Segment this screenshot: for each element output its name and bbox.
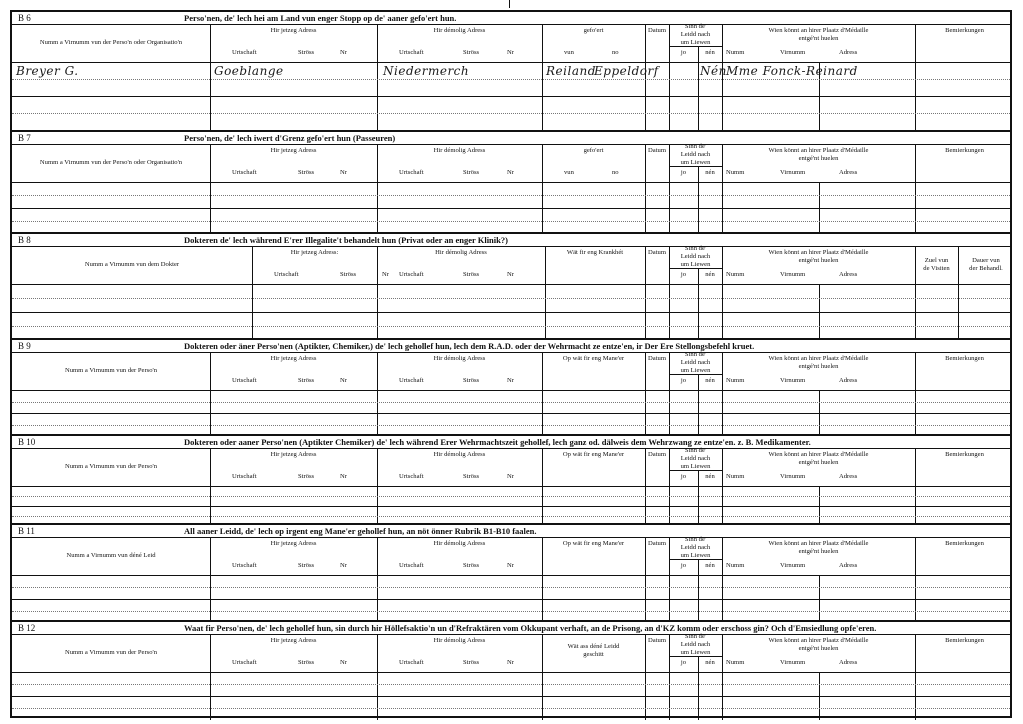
column-divider xyxy=(210,352,211,436)
remarks-header: Bemierkungen xyxy=(945,637,984,644)
column-divider xyxy=(377,24,378,130)
recipient-firstname-label: Virnumm xyxy=(780,271,806,278)
yes-label: jo xyxy=(680,562,687,569)
yes-label: jo xyxy=(680,659,687,666)
date-header: Datum xyxy=(648,249,666,256)
recipient-address-label: Adress xyxy=(839,49,858,56)
former-address-header: Hir démolig Adress xyxy=(433,355,486,362)
recipient-address-label: Adress xyxy=(839,473,858,480)
section-title: Perso'nen, de' lech iwert d'Grenz gefo'ert hun (Passeuren) xyxy=(184,133,396,143)
jo-nen-divider xyxy=(698,268,699,340)
medal-recipient-header-line2: entgé'nt huelen xyxy=(798,257,839,264)
former-street-label: Ströss xyxy=(463,271,480,278)
medal-recipient-header-line1: Wien könnt an hirer Plaatz d'Médaille xyxy=(768,147,869,154)
former-locality-label: Urtschaft xyxy=(399,169,424,176)
medal-recipient-header-line1: Wien könnt an hirer Plaatz d'Médaille xyxy=(768,249,869,256)
recipient-firstname-label: Virnumm xyxy=(780,659,806,666)
date-header: Datum xyxy=(648,451,666,458)
column-divider xyxy=(722,537,723,622)
section-code: B 8 xyxy=(18,235,31,245)
medal-recipient-header-line1: Wien könnt an hirer Plaatz d'Médaille xyxy=(768,637,869,644)
medal-recipient-header-line2: entgé'nt huelen xyxy=(798,363,839,370)
current-locality-label: Urtschaft xyxy=(232,659,257,666)
from-label: vun xyxy=(564,169,574,176)
medal-recipient-header-line1: Wien könnt an hirer Plaatz d'Médaille xyxy=(768,451,869,458)
recipient-name-label: Numm xyxy=(726,271,745,278)
entry-dotted-line xyxy=(12,113,1010,114)
current-locality-label: Urtschaft xyxy=(274,271,299,278)
handwritten-medal-recipient: Mme Fonck-Reinard xyxy=(726,64,858,78)
top-tick-mark xyxy=(509,0,510,8)
column-divider xyxy=(669,537,670,622)
handwritten-no-mark: Nén xyxy=(700,64,727,78)
column-divider xyxy=(210,448,211,525)
former-number-label: Nr xyxy=(507,659,514,666)
former-street-label: Ströss xyxy=(463,169,480,176)
recipient-firstname-label: Virnumm xyxy=(780,562,806,569)
special-column-header-line1: Wät ass déné Leidd xyxy=(567,643,620,650)
section-b-8 xyxy=(12,232,1010,340)
section-code: B 6 xyxy=(18,13,31,23)
column-header-row xyxy=(12,448,1010,487)
section-title: Dokteren oder äner Perso'nen (Aptikter, Chemiker,) de' lech gehollef hun, lech dem R.A.D. oder der Wehrmacht ze entze'en, ir Der Ere Stellongsbefehl kruet. xyxy=(184,341,755,351)
current-street-label: Ströss xyxy=(298,473,315,480)
current-number-label: Nr xyxy=(382,271,389,278)
section-title: Dokteren oder aaner Perso'nen (Aptikter Chemiker) de' lech während Erer Wehrmachtszeit gehollef, lech ganz od. dälweis dem Wehrzwang ze entze'en. z. B. Medikamenter. xyxy=(184,437,811,447)
current-number-label: Nr xyxy=(340,562,347,569)
current-number-label: Nr xyxy=(340,49,347,56)
alive-header-line3: um Liewen xyxy=(680,261,711,268)
alive-header-line3: um Liewen xyxy=(680,367,711,374)
remarks-header: Bemierkungen xyxy=(945,540,984,547)
column-divider xyxy=(669,448,670,525)
former-locality-label: Urtschaft xyxy=(399,377,424,384)
jo-nen-divider xyxy=(698,656,699,720)
entry-row-separator xyxy=(12,506,1010,507)
to-label: no xyxy=(612,49,619,56)
alive-subheader-line xyxy=(669,166,722,167)
alive-header-line1: Sinn de' xyxy=(684,536,707,543)
entry-row-separator xyxy=(12,312,1010,313)
current-locality-label: Urtschaft xyxy=(232,473,257,480)
alive-header-line2: Leidd nach xyxy=(680,151,711,158)
handwritten-to: Eppeldorf xyxy=(594,64,659,78)
entry-dotted-line xyxy=(12,425,1010,426)
recipient-name-label: Numm xyxy=(726,562,745,569)
former-street-label: Ströss xyxy=(463,49,480,56)
column-divider xyxy=(542,24,543,130)
alive-header-line3: um Liewen xyxy=(680,649,711,656)
section-code: B 11 xyxy=(18,526,35,536)
special-column-header-line2: geschitt xyxy=(583,651,604,658)
former-address-header: Hir démolig Adress xyxy=(435,249,487,256)
yes-label: jo xyxy=(680,271,687,278)
section-b-9 xyxy=(12,338,1010,436)
column-header-row xyxy=(12,634,1010,673)
date-header: Datum xyxy=(648,27,666,34)
former-street-label: Ströss xyxy=(463,562,480,569)
column-divider xyxy=(645,537,646,622)
no-label: nén xyxy=(705,473,715,480)
alive-subheader-line xyxy=(669,374,722,375)
current-address-header: Hir jetzeg Adress: xyxy=(290,249,339,256)
column-divider xyxy=(542,537,543,622)
column-header-row xyxy=(12,352,1010,391)
recipient-firstname-label: Virnumm xyxy=(780,169,806,176)
name-column-header: Numm a Virnumm vun déné Leid xyxy=(66,552,156,559)
former-locality-label: Urtschaft xyxy=(399,659,424,666)
recipient-name-label: Numm xyxy=(726,49,745,56)
current-address-header: Hir jetzeg Adress xyxy=(270,451,317,458)
visit-count-header-line1: Zuel vun xyxy=(924,257,949,264)
handwritten-from: Reiland xyxy=(546,64,596,78)
entry-dotted-line xyxy=(12,221,1010,222)
current-address-header: Hir jetzeg Adress xyxy=(270,355,317,362)
current-locality-label: Urtschaft xyxy=(232,562,257,569)
column-divider xyxy=(377,537,378,622)
column-divider xyxy=(645,448,646,525)
column-divider xyxy=(669,24,670,130)
former-locality-label: Urtschaft xyxy=(399,562,424,569)
section-b-10 xyxy=(12,434,1010,525)
entry-row-separator xyxy=(12,96,1010,97)
medal-recipient-header-line1: Wien könnt an hirer Plaatz d'Médaille xyxy=(768,355,869,362)
recipient-firstname-label: Virnumm xyxy=(780,49,806,56)
column-header-row xyxy=(12,537,1010,576)
column-header-row xyxy=(12,246,1010,285)
alive-header-line2: Leidd nach xyxy=(680,544,711,551)
alive-header-line2: Leidd nach xyxy=(680,641,711,648)
entry-dotted-line xyxy=(12,516,1010,517)
jo-nen-divider xyxy=(698,374,699,436)
column-divider xyxy=(210,24,211,130)
current-address-header: Hir jetzeg Adress xyxy=(270,27,317,34)
recipient-firstname-label: Virnumm xyxy=(780,377,806,384)
section-code: B 7 xyxy=(18,133,31,143)
former-number-label: Nr xyxy=(507,49,514,56)
visit-count-header-line2: de Visiten xyxy=(923,265,950,272)
current-street-label: Ströss xyxy=(298,562,315,569)
former-locality-label: Urtschaft xyxy=(399,49,424,56)
section-b-7 xyxy=(12,130,1010,234)
current-street-label: Ströss xyxy=(298,169,315,176)
recipient-address-label: Adress xyxy=(839,562,858,569)
name-column-header: Numm a Virnumm vun der Perso'n xyxy=(64,649,158,656)
no-label: nén xyxy=(705,659,715,666)
from-label: vun xyxy=(564,49,574,56)
alive-header-line1: Sinn de' xyxy=(684,351,707,358)
medal-recipient-header-line2: entgé'nt huelen xyxy=(798,548,839,555)
entry-dotted-line xyxy=(12,684,1010,685)
to-label: no xyxy=(612,169,619,176)
alive-subheader-line xyxy=(669,46,722,47)
recipient-address-label: Adress xyxy=(839,659,858,666)
yes-label: jo xyxy=(680,169,687,176)
current-number-label: Nr xyxy=(340,377,347,384)
current-address-header: Hir jetzeg Adress xyxy=(270,637,317,644)
section-code: B 10 xyxy=(18,437,36,447)
remarks-header: Bemierkungen xyxy=(945,355,984,362)
column-divider xyxy=(915,448,916,525)
recipient-name-label: Numm xyxy=(726,169,745,176)
alive-header-line2: Leidd nach xyxy=(680,455,711,462)
entry-dotted-line xyxy=(12,79,1010,80)
name-column-header: Numm a Virnumm vun der Perso'n oder Organisatio'n xyxy=(39,159,183,166)
treatment-duration-header-line2: der Behandl. xyxy=(969,265,1003,272)
handwritten-former-address: Niedermerch xyxy=(383,64,470,78)
date-header: Datum xyxy=(648,540,666,547)
entry-dotted-line xyxy=(12,496,1010,497)
special-column-header: Wät fir eng Krankhét xyxy=(566,249,624,256)
jo-nen-divider xyxy=(698,46,699,130)
name-column-header: Numm a Virnumm vun dem Dokter xyxy=(84,261,180,268)
jo-nen-divider xyxy=(698,166,699,234)
alive-header-line3: um Liewen xyxy=(680,159,711,166)
name-column-header: Numm a Virnumm vun der Perso'n oder Organisatio'n xyxy=(39,39,183,46)
column-divider xyxy=(722,448,723,525)
name-column-header: Numm a Virnumm vun der Perso'n xyxy=(64,367,158,374)
current-street-label: Ströss xyxy=(298,377,315,384)
current-street-label: Ströss xyxy=(298,659,315,666)
entry-row-separator xyxy=(12,696,1010,697)
entry-dotted-line xyxy=(12,587,1010,588)
medal-recipient-header-line2: entgé'nt huelen xyxy=(798,645,839,652)
former-street-label: Ströss xyxy=(463,659,480,666)
yes-label: jo xyxy=(680,49,687,56)
jo-nen-divider xyxy=(698,559,699,622)
name-column-header: Numm a Virnumm vun der Perso'n xyxy=(64,463,158,470)
alive-header-line1: Sinn de' xyxy=(684,143,707,150)
special-column-header: gefo'ert xyxy=(583,147,604,154)
remarks-header: Bemierkungen xyxy=(945,451,984,458)
entry-dotted-line xyxy=(12,298,1010,299)
no-label: nén xyxy=(705,271,715,278)
date-header: Datum xyxy=(648,637,666,644)
medal-recipient-header-line2: entgé'nt huelen xyxy=(798,35,839,42)
current-locality-label: Urtschaft xyxy=(232,169,257,176)
column-header-row xyxy=(12,144,1010,183)
former-address-header: Hir démolig Adress xyxy=(433,637,486,644)
entry-row-separator xyxy=(12,413,1010,414)
handwritten-current-address: Goeblange xyxy=(214,64,284,78)
special-column-header: Op wät fir eng Mane'er xyxy=(562,451,625,458)
alive-header-line2: Leidd nach xyxy=(680,359,711,366)
special-column-header: gefo'ert xyxy=(583,27,604,34)
medal-recipient-header-line1: Wien könnt an hirer Plaatz d'Médaille xyxy=(768,27,869,34)
yes-label: jo xyxy=(680,473,687,480)
alive-header-line1: Sinn de' xyxy=(684,245,707,252)
column-divider xyxy=(542,448,543,525)
section-title: Dokteren de' lech während E'rer Illegalite't behandelt hun (Privat oder an enger Klinik?) xyxy=(184,235,508,245)
recipient-name-label: Numm xyxy=(726,659,745,666)
special-column-header: Op wät fir eng Mane'er xyxy=(562,355,625,362)
recipient-address-label: Adress xyxy=(839,377,858,384)
entry-dotted-line xyxy=(12,402,1010,403)
current-street-label: Ströss xyxy=(340,271,357,278)
medal-recipient-header-line2: entgé'nt huelen xyxy=(798,459,839,466)
alive-subheader-line xyxy=(669,268,722,269)
column-divider xyxy=(722,352,723,436)
section-code: B 12 xyxy=(18,623,36,633)
section-title: All aaner Leidd, de' lech op irgent eng Mane'er gehollef hun, an nöt önner Rubrik B1-B10 faalen. xyxy=(184,526,537,536)
alive-header-line2: Leidd nach xyxy=(680,253,711,260)
current-locality-label: Urtschaft xyxy=(232,377,257,384)
no-label: nén xyxy=(705,49,715,56)
column-divider xyxy=(669,352,670,436)
section-title: Waat fir Perso'nen, de' lech gehollef hun, sin durch hir Höllefsaktio'n un d'Refraktären vom Okkupant verhaft, an de Prisong, an d'KZ komm oder erschoss gin? Och d'Emsiedlung opfe'eren. xyxy=(184,623,877,633)
former-locality-label: Urtschaft xyxy=(399,473,424,480)
treatment-duration-header-line1: Dauer vun xyxy=(972,257,1000,264)
column-divider xyxy=(377,448,378,525)
column-divider xyxy=(377,352,378,436)
entry-dotted-line xyxy=(12,326,1010,327)
column-divider xyxy=(210,537,211,622)
entry-dotted-line xyxy=(12,611,1010,612)
handwritten-name: Breyer G. xyxy=(16,64,79,78)
current-number-label: Nr xyxy=(340,473,347,480)
no-label: nén xyxy=(705,169,715,176)
date-header: Datum xyxy=(648,147,666,154)
section-b-12 xyxy=(12,620,1010,720)
current-street-label: Ströss xyxy=(298,49,315,56)
former-street-label: Ströss xyxy=(463,377,480,384)
recipient-name-label: Numm xyxy=(726,377,745,384)
former-number-label: Nr xyxy=(507,377,514,384)
special-column-header: Op wät fir eng Mane'er xyxy=(562,540,625,547)
alive-header-line1: Sinn de' xyxy=(684,23,707,30)
current-number-label: Nr xyxy=(340,659,347,666)
no-label: nén xyxy=(705,562,715,569)
date-header: Datum xyxy=(648,355,666,362)
yes-label: jo xyxy=(680,377,687,384)
section-code: B 9 xyxy=(18,341,31,351)
former-street-label: Ströss xyxy=(463,473,480,480)
former-address-header: Hir démolig Adress xyxy=(433,451,486,458)
recipient-address-label: Adress xyxy=(839,169,858,176)
remarks-header: Bemierkungen xyxy=(945,147,984,154)
alive-header-line3: um Liewen xyxy=(680,39,711,46)
alive-header-line3: um Liewen xyxy=(680,552,711,559)
current-address-header: Hir jetzeg Adress xyxy=(270,540,317,547)
medal-recipient-header-line1: Wien könnt an hirer Plaatz d'Médaille xyxy=(768,540,869,547)
former-locality-label: Urtschaft xyxy=(399,271,424,278)
former-address-header: Hir démolig Adress xyxy=(433,147,486,154)
current-address-header: Hir jetzeg Adress xyxy=(270,147,317,154)
former-number-label: Nr xyxy=(507,271,514,278)
alive-header-line1: Sinn de' xyxy=(684,447,707,454)
form-page xyxy=(10,10,1012,718)
entry-row-separator xyxy=(12,599,1010,600)
former-address-header: Hir démolig Adress xyxy=(433,27,486,34)
remarks-header: Bemierkungen xyxy=(945,27,984,34)
column-divider xyxy=(542,352,543,436)
section-title: Perso'nen, de' lech hei am Land vun enger Stopp op de' aaner gefo'ert hun. xyxy=(184,13,457,23)
section-b-11 xyxy=(12,523,1010,622)
entry-row-separator xyxy=(12,208,1010,209)
entry-dotted-line xyxy=(12,195,1010,196)
recipient-address-label: Adress xyxy=(839,271,858,278)
section-b-6 xyxy=(12,12,1010,130)
current-number-label: Nr xyxy=(340,169,347,176)
column-divider xyxy=(915,24,916,130)
alive-header-line2: Leidd nach xyxy=(680,31,711,38)
entry-dotted-line xyxy=(12,708,1010,709)
former-address-header: Hir démolig Adress xyxy=(433,540,486,547)
medal-recipient-header-line2: entgé'nt huelen xyxy=(798,155,839,162)
no-label: nén xyxy=(705,377,715,384)
alive-subheader-line xyxy=(669,559,722,560)
alive-subheader-line xyxy=(669,470,722,471)
alive-subheader-line xyxy=(669,656,722,657)
column-header-row xyxy=(12,24,1010,63)
recipient-firstname-label: Virnumm xyxy=(780,473,806,480)
current-locality-label: Urtschaft xyxy=(232,49,257,56)
former-number-label: Nr xyxy=(507,473,514,480)
alive-header-line1: Sinn de' xyxy=(684,633,707,640)
alive-header-line3: um Liewen xyxy=(680,463,711,470)
recipient-name-label: Numm xyxy=(726,473,745,480)
former-number-label: Nr xyxy=(507,562,514,569)
former-number-label: Nr xyxy=(507,169,514,176)
column-divider xyxy=(915,352,916,436)
column-divider xyxy=(645,352,646,436)
column-divider xyxy=(915,537,916,622)
